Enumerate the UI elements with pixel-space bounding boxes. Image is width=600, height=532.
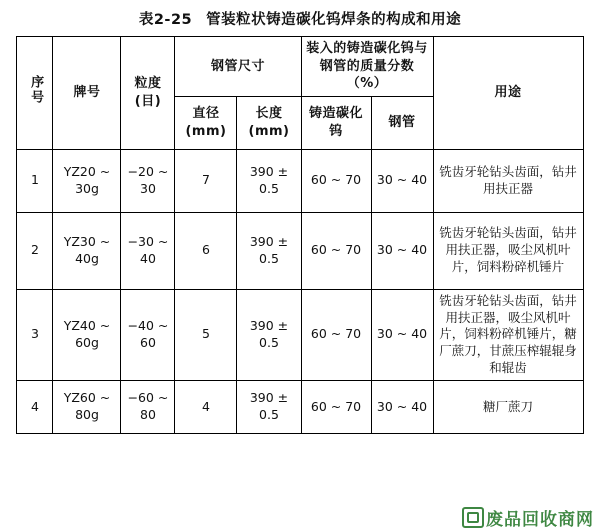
header-length-main: 长度 xyxy=(255,106,283,122)
header-diameter-main: 直径 xyxy=(192,106,220,122)
cell-cast-wc: 60 ~ 70 xyxy=(301,149,371,212)
header-usage: 用途 xyxy=(433,37,583,150)
cell-gran-line1: −40 ~ xyxy=(127,317,169,333)
cell-length xyxy=(237,381,301,434)
cell-length xyxy=(237,149,301,212)
cell-length-line2: 0.5 xyxy=(259,250,279,266)
cell-diameter: 5 xyxy=(175,289,237,380)
cell-steel-pipe: 30 ~ 40 xyxy=(371,212,433,289)
cell-brand xyxy=(53,149,121,212)
cell-seq: 2 xyxy=(17,212,53,289)
cell-brand xyxy=(53,212,121,289)
table-caption-number: 表2-25 xyxy=(138,12,193,28)
watermark-text: 废品回收商网 xyxy=(486,510,594,530)
header-granularity-main: 粒度 xyxy=(134,76,162,92)
cell-brand-line1: YZ20 ~ xyxy=(63,163,111,179)
table-row xyxy=(17,149,583,212)
recycle-box-icon xyxy=(462,507,484,528)
cell-length-line1: 390 ± xyxy=(249,317,289,333)
data-table xyxy=(16,36,583,434)
header-granularity-unit: (目) xyxy=(134,93,162,109)
cell-seq: 4 xyxy=(17,381,53,434)
cell-usage: 铣齿牙轮钻头齿面，钻井用扶正器 xyxy=(433,149,583,212)
cell-length-line2: 0.5 xyxy=(259,407,279,423)
cell-length xyxy=(237,212,301,289)
cell-cast-wc: 60 ~ 70 xyxy=(301,381,371,434)
cell-steel-pipe: 30 ~ 40 xyxy=(371,149,433,212)
header-diameter xyxy=(175,96,237,149)
cell-diameter: 4 xyxy=(175,381,237,434)
cell-steel-pipe: 30 ~ 40 xyxy=(371,289,433,380)
cell-brand-line1: YZ60 ~ xyxy=(63,390,111,406)
cell-gran-line2: 30 xyxy=(140,180,156,196)
cell-brand-line2: 30g xyxy=(75,180,99,196)
header-row-1 xyxy=(17,37,583,97)
cell-brand-line2: 40g xyxy=(75,250,99,266)
cell-length xyxy=(237,289,301,380)
table-row xyxy=(17,289,583,380)
cell-seq: 1 xyxy=(17,149,53,212)
header-diameter-unit: (mm) xyxy=(185,123,227,139)
cell-length-line1: 390 ± xyxy=(249,163,289,179)
cell-granularity xyxy=(121,289,175,380)
header-steel-pipe: 钢管 xyxy=(371,96,433,149)
cell-length-line1: 390 ± xyxy=(249,390,289,406)
cell-brand-line1: YZ30 ~ xyxy=(63,233,111,249)
cell-gran-line1: −20 ~ xyxy=(127,163,169,179)
header-pipe-size: 钢管尺寸 xyxy=(175,37,301,97)
table-caption-text: 管装粒状铸造碳化钨焊条的构成和用途 xyxy=(206,12,462,28)
header-mass-fraction: 装入的铸造碳化钨与钢管的质量分数（%） xyxy=(301,37,433,97)
watermark xyxy=(462,505,594,530)
cell-gran-line2: 80 xyxy=(140,407,156,423)
cell-diameter: 7 xyxy=(175,149,237,212)
header-length xyxy=(237,96,301,149)
cell-usage: 糖厂蔗刀 xyxy=(433,381,583,434)
table-head xyxy=(17,37,583,150)
header-cast-wc: 铸造碳化钨 xyxy=(301,96,371,149)
cell-cast-wc: 60 ~ 70 xyxy=(301,289,371,380)
table-row xyxy=(17,212,583,289)
cell-brand-line2: 80g xyxy=(75,407,99,423)
table-row xyxy=(17,381,583,434)
cell-diameter: 6 xyxy=(175,212,237,289)
cell-gran-line1: −30 ~ xyxy=(127,233,169,249)
cell-gran-line1: −60 ~ xyxy=(127,390,169,406)
cell-usage: 铣齿牙轮钻头齿面，钻井用扶正器，吸尘风机叶片，饲料粉碎机锤片 xyxy=(433,212,583,289)
cell-brand xyxy=(53,289,121,380)
cell-usage: 铣齿牙轮钻头齿面，钻井用扶正器，吸尘风机叶片，饲料粉碎机锤片，糖厂蔗刀，甘蔗压榨辊辊身和辊齿 xyxy=(433,289,583,380)
cell-cast-wc: 60 ~ 70 xyxy=(301,212,371,289)
cell-steel-pipe: 30 ~ 40 xyxy=(371,381,433,434)
table-caption xyxy=(0,0,600,36)
cell-gran-line2: 40 xyxy=(140,250,156,266)
cell-length-line2: 0.5 xyxy=(259,334,279,350)
header-brand: 牌号 xyxy=(53,37,121,150)
header-granularity xyxy=(121,37,175,150)
header-seq: 序号 xyxy=(17,37,53,150)
header-length-unit: (mm) xyxy=(248,123,290,139)
cell-brand-line2: 60g xyxy=(75,334,99,350)
table-body xyxy=(17,149,583,433)
cell-length-line2: 0.5 xyxy=(259,180,279,196)
cell-granularity xyxy=(121,149,175,212)
cell-length-line1: 390 ± xyxy=(249,233,289,249)
cell-brand xyxy=(53,381,121,434)
cell-gran-line2: 60 xyxy=(140,334,156,350)
cell-granularity xyxy=(121,212,175,289)
cell-brand-line1: YZ40 ~ xyxy=(63,317,111,333)
cell-granularity xyxy=(121,381,175,434)
cell-seq: 3 xyxy=(17,289,53,380)
